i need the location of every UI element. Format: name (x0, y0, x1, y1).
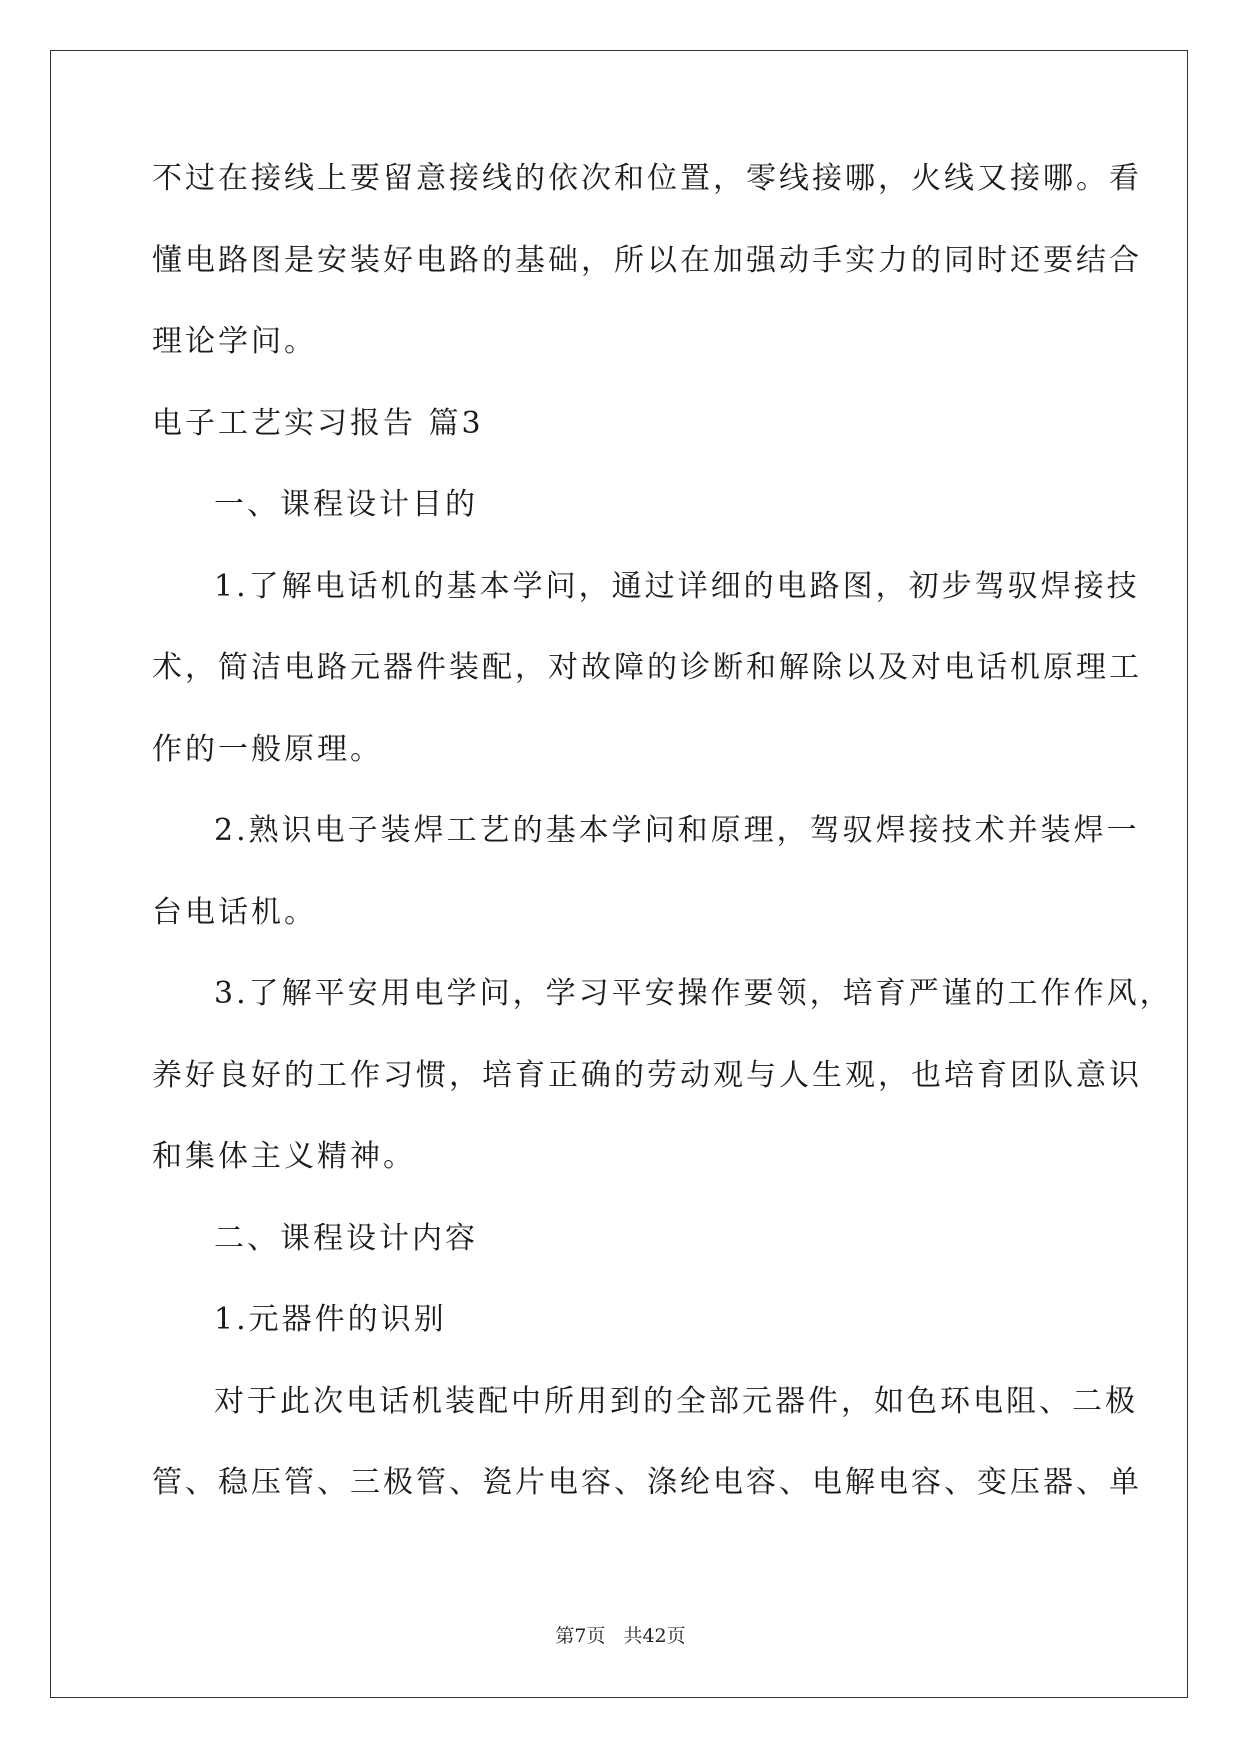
text-line: 理论学问。 (152, 324, 317, 359)
text-line: 不过在接线上要留意接线的依次和位置，零线接哪，火线又接哪。看 (152, 161, 1142, 196)
page-total: 共42页 (623, 1625, 686, 1647)
subheading: 1.元器件的识别 (214, 1302, 447, 1337)
section-heading: 电子工艺实习报告 篇3 (152, 405, 484, 441)
text-line: 术，简洁电路元器件装配，对故障的诊断和解除以及对电话机原理工 (152, 650, 1142, 685)
page-number: 第7页 (555, 1625, 606, 1647)
document-body (152, 161, 1173, 1550)
text-line: 3.了解平安用电学问，学习平安操作要领，培育严谨的工作作风， (214, 976, 1173, 1011)
subheading: 一、课程设计目的 (214, 487, 478, 522)
text-line: 和集体主义精神。 (152, 1139, 416, 1174)
subheading: 二、课程设计内容 (214, 1220, 478, 1256)
text-line: 作的一般原理。 (152, 731, 383, 767)
text-line: 养好良好的工作习惯，培育正确的劳动观与人生观，也培育团队意识 (152, 1057, 1142, 1093)
text-line: 懂电路图是安装好电路的基础，所以在加强动手实力的同时还要结合 (152, 242, 1142, 278)
page-footer (0, 1625, 1241, 1647)
text-line: 2.熟识电子装焊工艺的基本学问和原理，驾驭焊接技术并装焊一 (214, 813, 1140, 848)
text-line: 对于此次电话机装配中所用到的全部元器件，如色环电阻、二极 (214, 1383, 1138, 1419)
text-line: 台电话机。 (152, 894, 317, 930)
text-line: 1.了解电话机的基本学问，通过详细的电路图，初步驾驭焊接技 (214, 568, 1140, 604)
text-line: 管、稳压管、三极管、瓷片电容、涤纶电容、电解电容、变压器、单 (152, 1465, 1142, 1500)
